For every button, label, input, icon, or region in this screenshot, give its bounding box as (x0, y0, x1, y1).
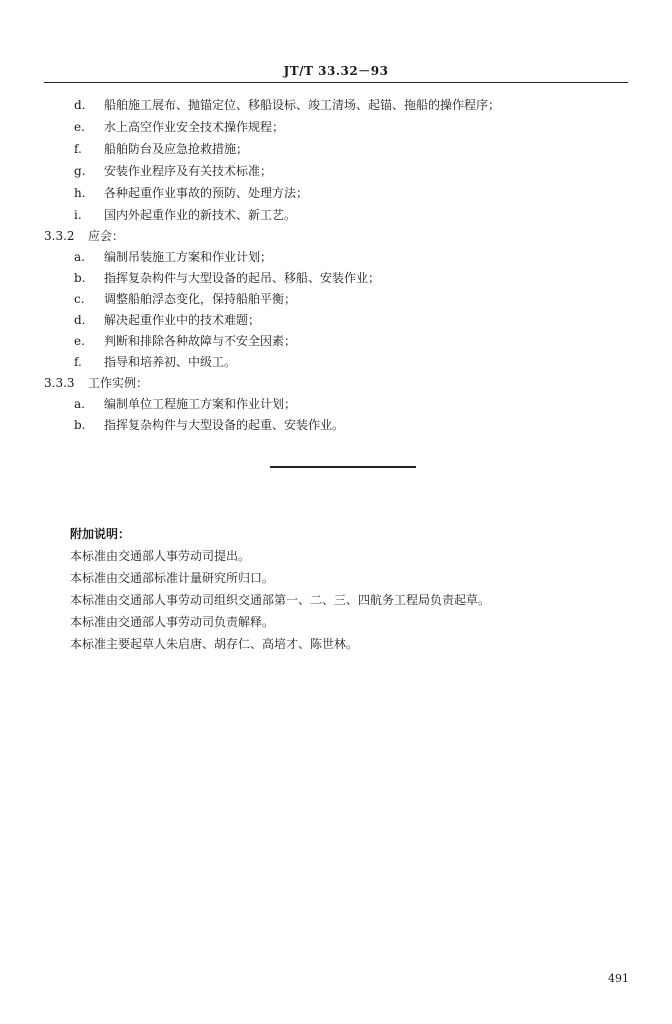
item-letter: f. (74, 355, 82, 369)
list-item (74, 247, 272, 267)
list-item (74, 268, 380, 288)
item-letter: c. (74, 292, 85, 306)
item-text: 水上高空作业安全技术操作规程； (104, 120, 285, 134)
end-of-standard-rule (270, 466, 416, 468)
item-text: 各种起重作业事故的预防、处理方法； (104, 186, 309, 200)
list-item (74, 331, 296, 351)
page-number: 491 (608, 972, 629, 985)
item-text: 判断和排除各种故障与不安全因素； (104, 334, 297, 348)
list-item (74, 205, 296, 225)
header-divider (44, 82, 628, 83)
note-line: 本标准主要起草人朱启唐、胡存仁、高培才、陈世林。 (70, 637, 359, 651)
section-heading-3-3-3 (44, 373, 148, 393)
item-letter: a. (74, 397, 85, 411)
list-item (74, 289, 296, 309)
notes-title: 附加说明： (70, 527, 131, 541)
item-text: 船舶施工展布、抛锚定位、移船设标、竣工清场、起锚、拖船的操作程序； (104, 98, 501, 112)
note-line: 本标准由交通部人事劳动司组织交通部第一、二、三、四航务工程局负责起草。 (70, 593, 491, 607)
item-letter: f. (74, 142, 82, 156)
item-text: 调整船舶浮态变化，保持船舶平衡； (104, 292, 297, 306)
section-title: 应会： (88, 229, 125, 243)
item-text: 安装作业程序及有关技术标准； (104, 164, 273, 178)
list-item (74, 183, 308, 203)
item-letter: g. (74, 164, 86, 178)
standard-code-header: JT/T 33.32－93 (283, 64, 389, 78)
note-line: 本标准由交通部人事劳动司提出。 (70, 549, 251, 563)
section-title: 工作实例： (88, 376, 149, 390)
section-number: 3.3.3 (44, 376, 75, 390)
item-letter: d. (74, 313, 86, 327)
item-letter: a. (74, 250, 85, 264)
item-letter: i. (74, 208, 82, 222)
note-line: 本标准由交通部人事劳动司负责解释。 (70, 615, 275, 629)
item-text: 指导和培养初、中级工。 (104, 355, 237, 369)
item-letter: e. (74, 120, 85, 134)
note-line: 本标准由交通部标准计量研究所归口。 (70, 571, 275, 585)
list-item (74, 95, 500, 115)
list-item (74, 352, 236, 372)
list-item (74, 394, 296, 414)
list-item (74, 415, 344, 435)
item-text: 编制吊装施工方案和作业计划； (104, 250, 273, 264)
list-item (74, 139, 248, 159)
item-letter: e. (74, 334, 85, 348)
section-number: 3.3.2 (44, 229, 75, 243)
item-text: 编制单位工程施工方案和作业计划； (104, 397, 297, 411)
item-text: 指挥复杂构件与大型设备的起重、安装作业。 (104, 418, 345, 432)
item-text: 解决起重作业中的技术难题； (104, 313, 261, 327)
list-item (74, 310, 260, 330)
item-letter: d. (74, 98, 86, 112)
section-heading-3-3-2 (44, 226, 124, 246)
item-text: 船舶防台及应急抢救措施； (104, 142, 249, 156)
list-item (74, 161, 272, 181)
item-letter: b. (74, 418, 86, 432)
item-letter: b. (74, 271, 86, 285)
item-text: 国内外起重作业的新技术、新工艺。 (104, 208, 297, 222)
list-item (74, 117, 284, 137)
item-letter: h. (74, 186, 86, 200)
item-text: 指挥复杂构件与大型设备的起吊、移船、安装作业； (104, 271, 381, 285)
